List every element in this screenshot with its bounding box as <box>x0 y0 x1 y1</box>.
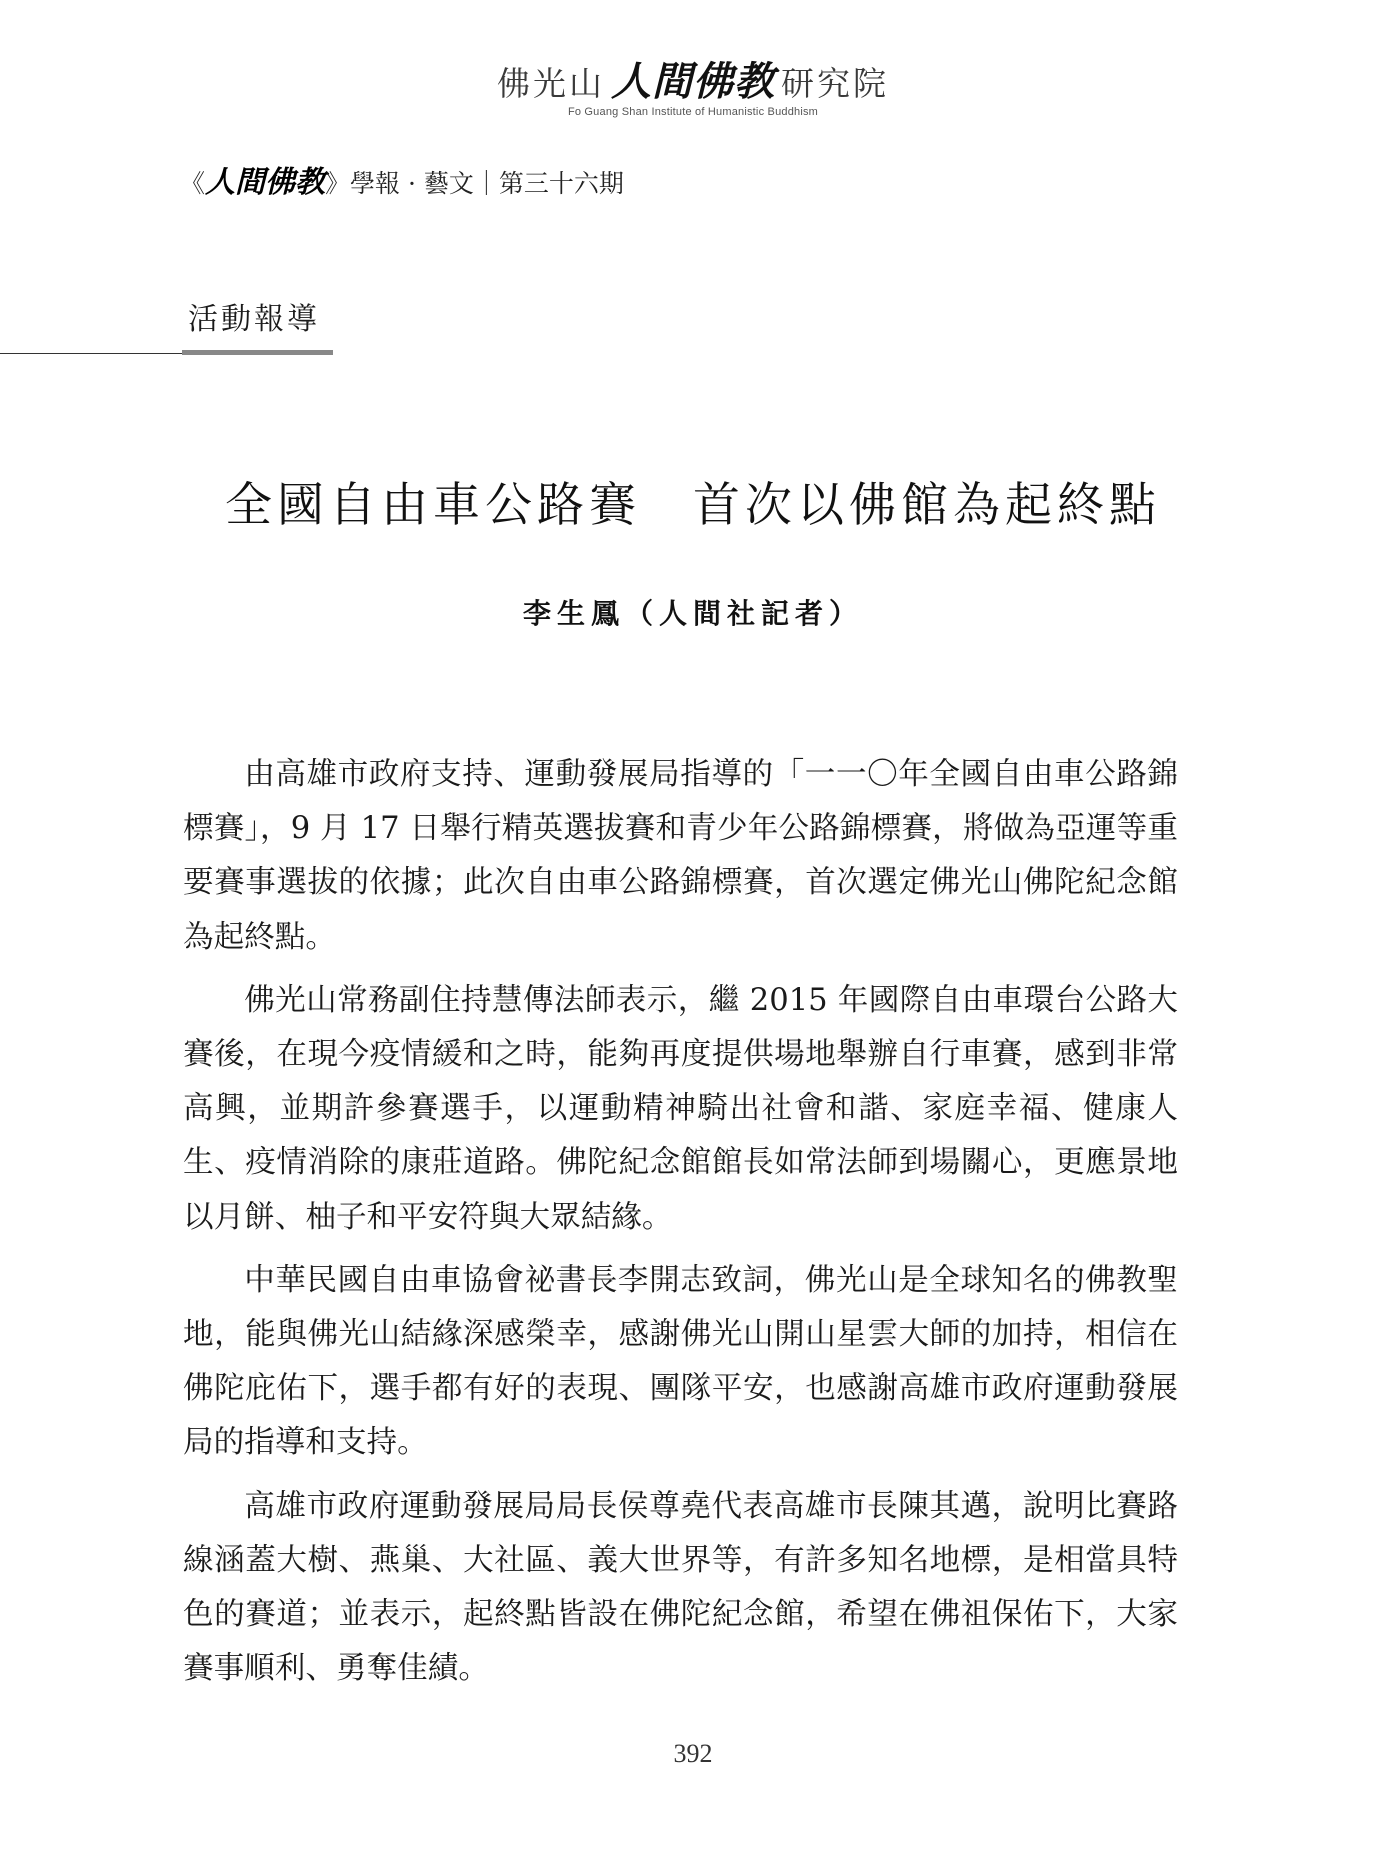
article-title: 全國自由車公路賽 首次以佛館為起終點 <box>225 478 1161 533</box>
section-rule-thick <box>182 350 333 355</box>
section-rule-thin <box>0 353 182 354</box>
journal-running-header <box>180 166 624 201</box>
institute-brand-logo: 人間佛教 <box>611 59 775 105</box>
institute-header <box>0 59 1386 118</box>
journal-close-bracket: 》 <box>325 169 351 198</box>
body-paragraph: 佛光山常務副住持慧傳法師表示，繼 2015 年國際自由車環台公路大賽後，在現今疫情緩和之時，能夠再度提供場地舉辦自行車賽，感到非常高興，並期許參賽選手，以運動精神騎出社會和諧、家庭幸福、健康人生、疫情消除的康莊道路。佛陀紀念館館長如常法師到場關心，更應景地以月餅、柚子和平安符與大眾結緣。 <box>183 982 1178 1235</box>
journal-brand-logo: 人間佛教 <box>205 165 326 200</box>
institute-prefix: 佛光山 <box>497 64 605 103</box>
journal-issue-info: 學報 · 藝文｜第三十六期 <box>350 169 624 198</box>
article-byline: 李生鳳（人間社記者） <box>522 597 863 630</box>
body-paragraph: 高雄市政府運動發展局局長侯尊堯代表高雄市長陳其邁，說明比賽路線涵蓋大樹、燕巢、大社區、義大世界等，有許多知名地標，是相當具特色的賽道；並表示，起終點皆設在佛陀紀念館，希望在佛祖保佑下，大家賽事順利、勇奪佳績。 <box>183 1488 1178 1687</box>
section-tag: 活動報導 <box>188 302 320 337</box>
journal-open-bracket: 《 <box>180 169 206 198</box>
institute-english-name: Fo Guang Shan Institute of Humanistic Buddhism <box>567 106 819 118</box>
institute-name <box>0 59 1386 105</box>
page-number: 392 <box>673 1739 713 1768</box>
institute-suffix: 研究院 <box>781 64 889 103</box>
body-paragraph: 由高雄市政府支持、運動發展局指導的「一一〇年全國自由車公路錦標賽」，9 月 17 日舉行精英選拔賽和青少年公路錦標賽，將做為亞運等重要賽事選拔的依據；此次自由車公路錦標賽，首次選定佛光山佛陀紀念館為起終點。 <box>183 757 1178 955</box>
body-paragraph: 中華民國自由車協會祕書長李開志致詞，佛光山是全球知名的佛教聖地，能與佛光山結緣深感榮幸，感謝佛光山開山星雲大師的加持，相信在佛陀庇佑下，選手都有好的表現、團隊平安，也感謝高雄市政府運動發展局的指導和支持。 <box>183 1262 1178 1461</box>
article-body <box>183 748 1178 1705</box>
